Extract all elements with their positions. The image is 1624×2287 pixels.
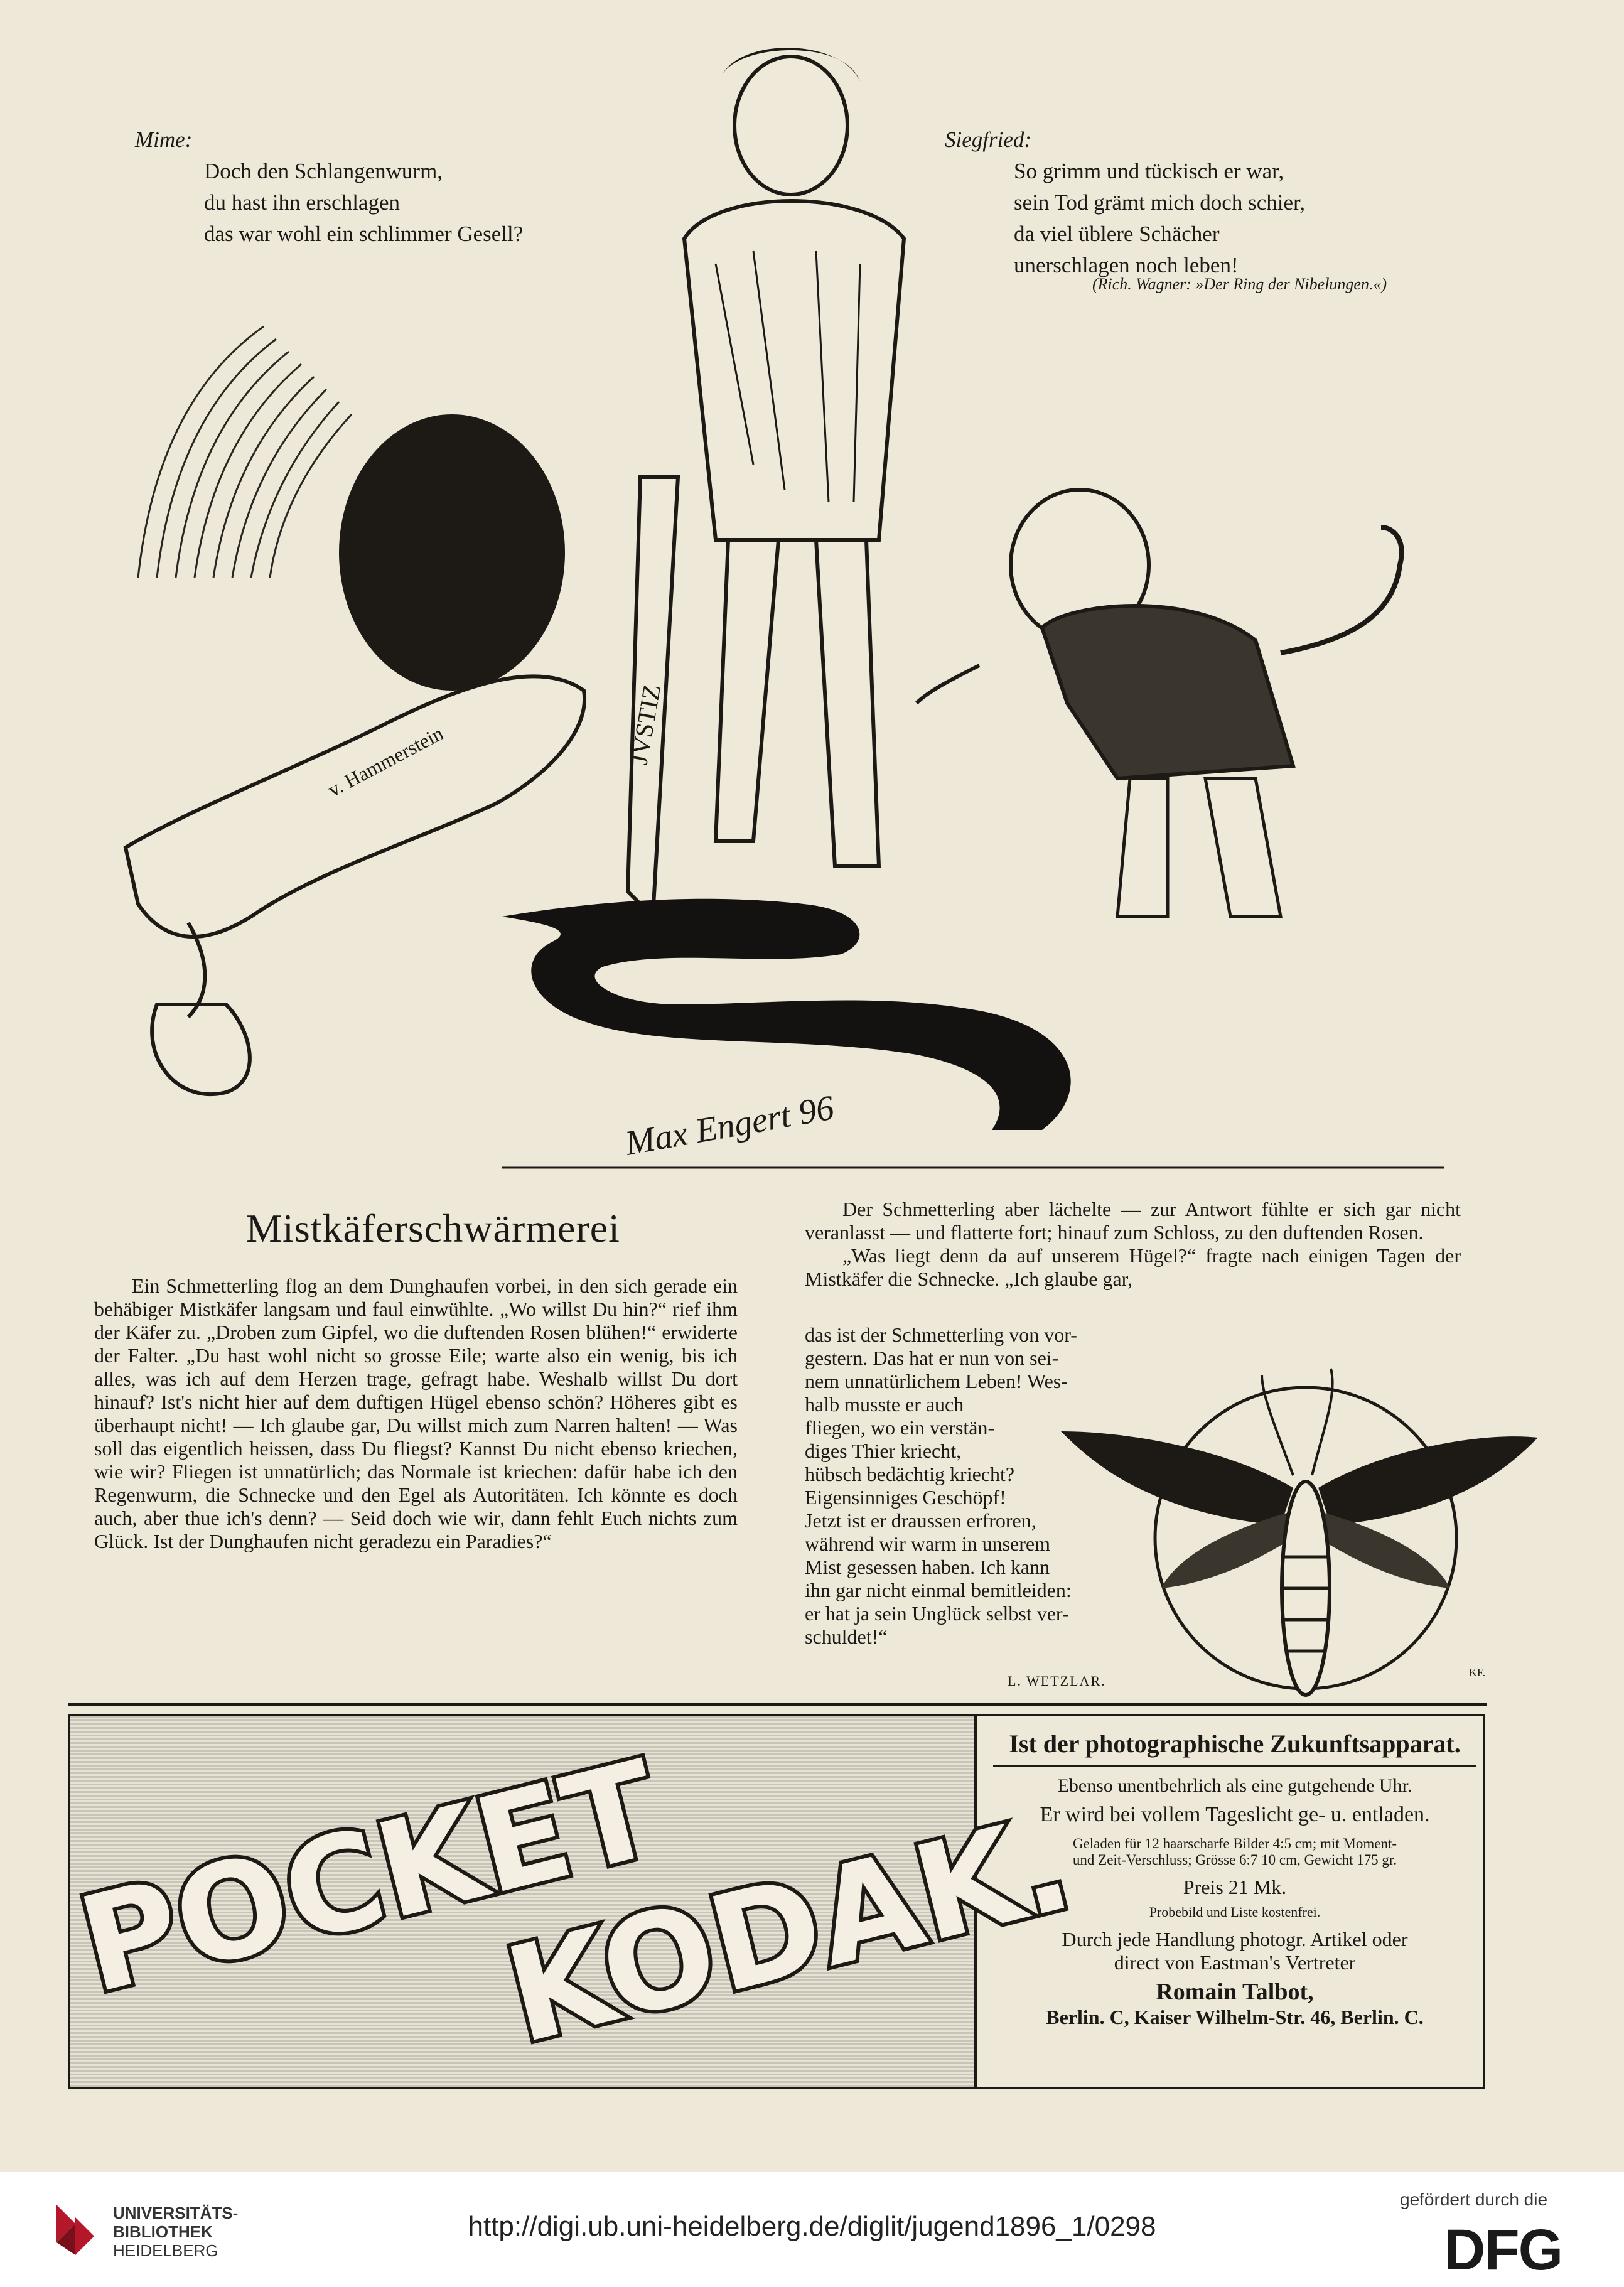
library-name-line: UNIVERSITÄTS- — [113, 2204, 239, 2222]
section-divider — [68, 1703, 1487, 1706]
moth-left-wing — [1061, 1431, 1293, 1526]
source-url-link[interactable]: http://digi.ub.uni-heidelberg.de/diglit/jugend1896_1/0298 — [468, 2211, 1156, 2242]
ad-line: Geladen für 12 haarscharfe Bilder 4:5 cm; mit Moment- — [1072, 1836, 1397, 1851]
cave-opening — [339, 414, 565, 691]
dwarf-body — [1042, 606, 1293, 778]
footer-bar — [0, 2172, 1624, 2287]
funding-note: gefördert durch die — [1400, 2190, 1548, 2209]
article-line: gestern. Das hat er nun von sei- — [805, 1347, 1059, 1369]
verse-right-speaker: Siegfried: — [945, 127, 1032, 152]
dwarf-tail — [1281, 527, 1402, 653]
verse-left-line: das war wohl ein schlimmer Gesell? — [204, 222, 524, 246]
article-right-column — [805, 1198, 1461, 1291]
article-line: während wir warm in unserem — [805, 1532, 1050, 1555]
article-line: halb musste er auch — [805, 1393, 964, 1416]
ad-line: Ebenso unentbehrlich als eine gutgehende Uhr. — [1057, 1775, 1412, 1796]
hero-tunic — [684, 201, 904, 540]
ad-line: direct von Eastman's Vertreter — [1114, 1951, 1356, 1974]
artist-signature: Max Engert 96 — [622, 1088, 837, 1163]
article-left-column — [94, 1274, 738, 1553]
article-paragraph: „Was liegt denn da auf unserem Hügel?“ fragte nach einigen Tagen der Mistkäfer die Schnecke. „Ich glaube gar, — [805, 1244, 1461, 1290]
ad-brand-word1: POCKET — [65, 1731, 674, 2023]
verse-right-line: unerschlagen noch leben! — [1014, 253, 1239, 277]
hero-head — [734, 57, 847, 195]
ad-line: Durch jede Handlung photogr. Artikel oder — [1062, 1928, 1408, 1951]
serpent-head — [152, 1004, 250, 1094]
verse-left-line: Doch den Schlangenwurm, — [204, 159, 443, 183]
kodak-wordmark — [65, 1716, 1085, 2087]
article-title: Mistkäferschwärmerei — [246, 1206, 620, 1251]
ad-address: Berlin. C, Kaiser Wilhelm-Str. 46, Berlin. C. — [1046, 2006, 1424, 2028]
kodak-advertisement — [65, 1714, 1485, 2089]
ad-price: Preis 21 Mk. — [1183, 1876, 1287, 1898]
moth-initials: KF. — [1469, 1666, 1486, 1679]
article-line: schuldet!“ — [805, 1625, 888, 1648]
article-line: er hat ja sein Unglück selbst ver- — [805, 1602, 1069, 1625]
ad-text-panel — [987, 1716, 1483, 2087]
article-line: Eigensinniges Geschöpf! — [805, 1486, 1006, 1509]
library-name-line: BIBLIOTHEK — [113, 2222, 213, 2241]
article-paragraph: Der Schmetterling aber lächelte — zur Antwort fühlte er sich gar nicht veranlasst — und flatterte fort; hinauf zum Schloss, zu den duftenden Rosen. — [805, 1198, 1461, 1244]
verse-left-speaker: Mime: — [135, 127, 193, 152]
article-line: nem unnatürlichem Leben! Wes- — [805, 1370, 1068, 1392]
moth-illustration — [1055, 1350, 1538, 1701]
dfg-logo: DFG — [1444, 2218, 1562, 2282]
ad-headline: Ist der photographische Zukunftsapparat. — [993, 1716, 1476, 1767]
library-name-line: HEIDELBERG — [113, 2241, 218, 2260]
article-line: Mist gesessen haben. Ich kann — [805, 1556, 1050, 1578]
hero-left-leg — [716, 540, 778, 841]
article-line: ihn gar nicht einmal bemitleiden: — [805, 1579, 1072, 1601]
serpent-body — [126, 676, 584, 937]
ad-line: und Zeit-Verschluss; Grösse 6:7 10 cm, Gewicht 175 gr. — [1072, 1852, 1397, 1868]
article-line: fliegen, wo ein verstän- — [805, 1416, 995, 1439]
verse-left-line: du hast ihn erschlagen — [204, 190, 400, 215]
cave-hatching-icon — [138, 326, 352, 578]
hero-right-leg — [816, 540, 879, 866]
sword-label: JVSTIZ — [624, 682, 667, 767]
verse-right-line: sein Tod grämt mich doch schier, — [1014, 190, 1306, 215]
verse-right-line: da viel üblere Schächer — [1014, 222, 1220, 246]
article-paragraph: Ein Schmetterling flog an dem Dunghaufen vorbei, in den sich gerade ein behäbiger Mistkäfer langsam und faul einwühlte. „Wo willst Du hin?“ rief ihm der Käfer zu. „Droben zum Gipfel, wo die duftenden Rosen blühen!“ erwiderte der Falter. „Du hast wohl nicht so grosse Eile; warte also ein wenig, bis ich alles, was ich auf dem Herzen trage, gefragt habe. Weshalb willst Du dort hinauf? Ist's nicht hier auf dem duftigen Hügel ebenso schön? Höheres gibt es überhaupt nicht! — Ich glaube gar, Du willst mich zum Narren halten! — Was soll das eigentlich heissen, dass Du fliegst? Kannst Du nicht ebenso kriechen, wie wir? Fliegen ist unnatürlich; das Normale ist kriechen: dafür habe ich den Regenwurm, die Schnecke und den Egel als Autoritäten. Ich könnte es doch auch, aber thue ich's denn? — Seid doch wie wir, dann fehlt Euch nichts zum Glück. Ist der Dunghaufen nicht geradezu ein Paradies?“ — [94, 1274, 738, 1552]
ad-sample: Probebild und Liste kostenfrei. — [1149, 1904, 1321, 1920]
ad-brand-word2: KODAK. — [492, 1785, 1085, 2074]
ad-agent: Romain Talbot, — [1156, 1979, 1314, 2005]
verse-credit: (Rich. Wagner: »Der Ring der Nibelungen.«) — [1092, 275, 1387, 293]
ad-line: Er wird bei vollem Tageslicht ge- u. entladen. — [1040, 1803, 1430, 1826]
article-signature: L. WETZLAR. — [1008, 1673, 1106, 1689]
article-line: diges Thier kriecht, — [805, 1439, 962, 1462]
moth-right-wing — [1318, 1436, 1538, 1526]
verse-right-line: So grimm und tückisch er war, — [1014, 159, 1284, 183]
article-line: hübsch bedächtig kriecht? — [805, 1463, 1015, 1485]
article-line: das ist der Schmetterling von vor- — [805, 1323, 1077, 1346]
article-line: Jetzt ist er draussen erfroren, — [805, 1509, 1036, 1532]
serpent-label: v. Hammerstein — [324, 721, 447, 802]
ad-brand-panel — [65, 1716, 1085, 2087]
cartoon-illustration — [63, 25, 1507, 1180]
